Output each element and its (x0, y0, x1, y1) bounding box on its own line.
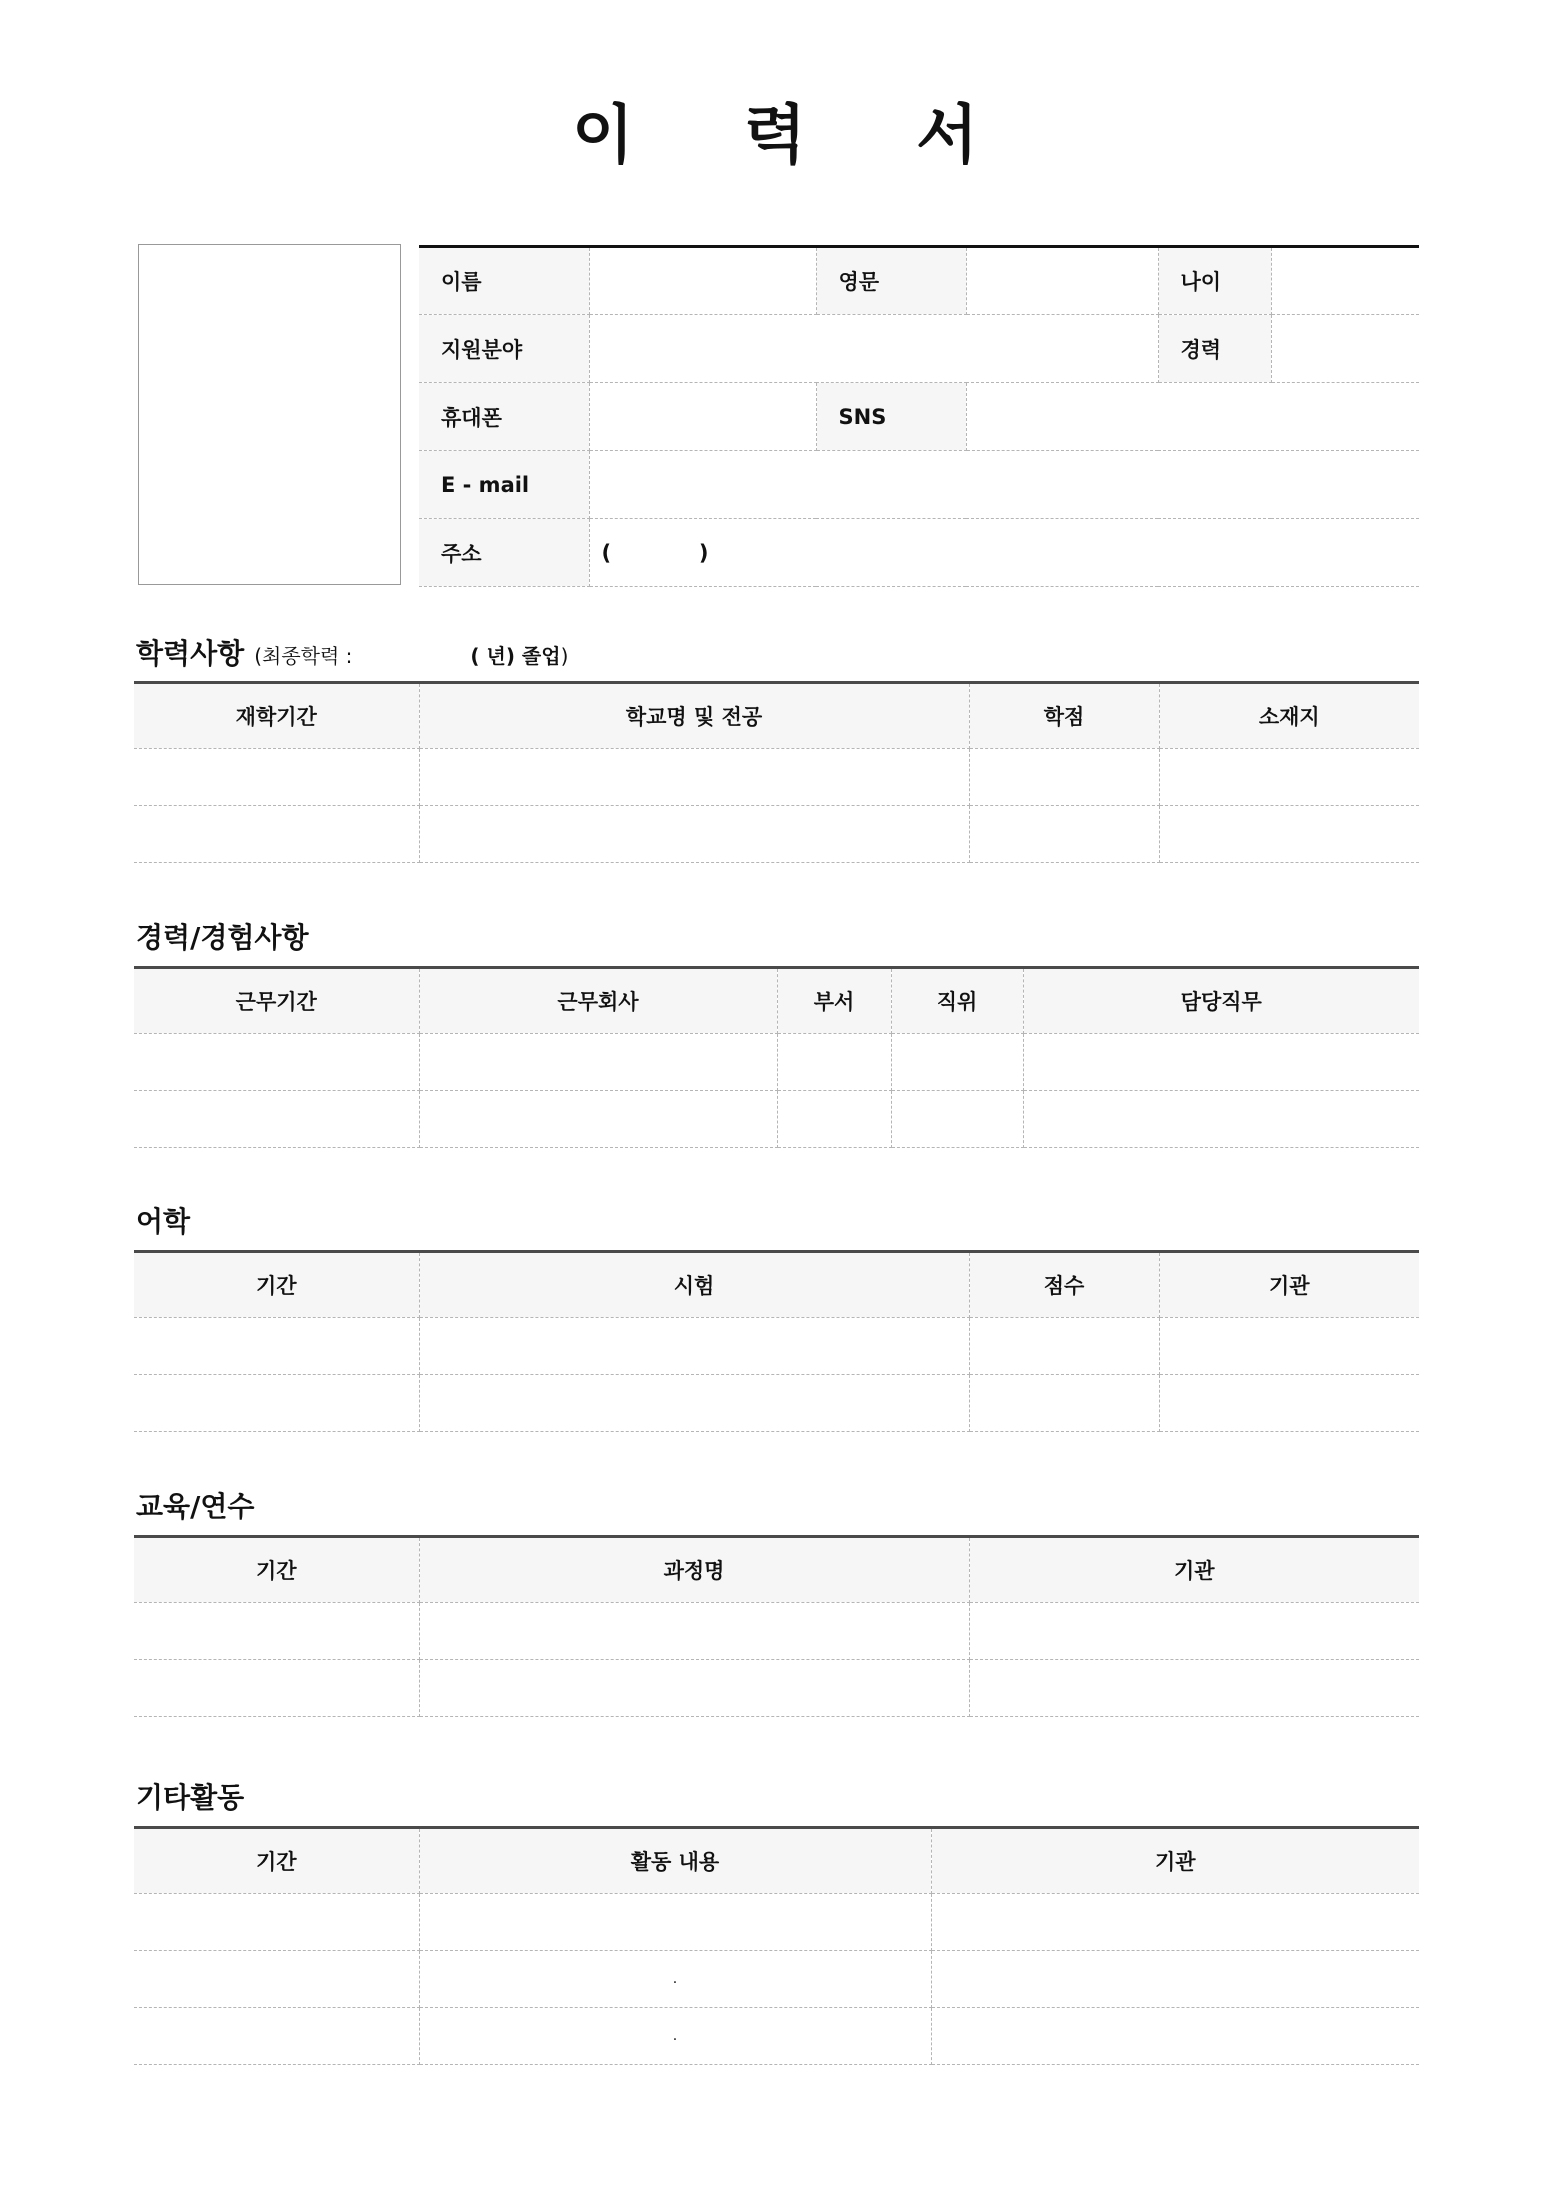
table-cell[interactable] (931, 1951, 1419, 2008)
table-cell[interactable] (134, 1603, 419, 1660)
table-cell[interactable] (1023, 1091, 1419, 1148)
language-col-test: 시험 (419, 1252, 969, 1318)
address-field[interactable]: ( ) (589, 519, 1419, 587)
table-cell[interactable] (891, 1034, 1023, 1091)
table-cell[interactable] (969, 749, 1159, 806)
training-col-institution: 기관 (969, 1537, 1419, 1603)
table-cell[interactable] (419, 1660, 969, 1717)
age-label: 나이 (1158, 247, 1271, 315)
table-cell[interactable] (134, 1951, 419, 2008)
career-col-position: 직위 (891, 968, 1023, 1034)
activities-col-content: 활동 내용 (419, 1828, 931, 1894)
table-cell[interactable] (969, 806, 1159, 863)
table-cell[interactable] (134, 1375, 419, 1432)
table-cell[interactable] (419, 806, 969, 863)
training-section-title: 교육/연수 (136, 1490, 255, 1523)
training-col-course: 과정명 (419, 1537, 969, 1603)
table-cell[interactable] (419, 1603, 969, 1660)
table-row (134, 2008, 1419, 2065)
education-col-period: 재학기간 (134, 683, 419, 749)
training-col-period: 기간 (134, 1537, 419, 1603)
career-label: 경력 (1158, 315, 1271, 383)
field-label: 지원분야 (419, 315, 589, 383)
career-col-period: 근무기간 (134, 968, 419, 1034)
address-label: 주소 (419, 519, 589, 587)
education-table (134, 681, 1419, 863)
activities-table (134, 1826, 1419, 2065)
email-label: E - mail (419, 451, 589, 519)
table-cell[interactable] (134, 1318, 419, 1375)
table-cell[interactable] (419, 1375, 969, 1432)
career-col-duty: 담당직무 (1023, 968, 1419, 1034)
career-field[interactable] (1271, 315, 1419, 383)
personal-info-table (419, 245, 1419, 587)
table-cell[interactable] (419, 1894, 931, 1951)
table-row (134, 1951, 1419, 2008)
table-row (134, 1034, 1419, 1091)
table-cell[interactable] (419, 1318, 969, 1375)
phone-label: 휴대폰 (419, 383, 589, 451)
table-cell[interactable] (134, 2008, 419, 2065)
english-name-label: 영문 (816, 247, 966, 315)
age-field[interactable] (1271, 247, 1419, 315)
table-cell[interactable] (931, 1894, 1419, 1951)
table-cell[interactable] (134, 1660, 419, 1717)
education-subtitle-suffix: ) (560, 644, 569, 668)
sns-label: SNS (816, 383, 966, 451)
education-title: 학력사항 (136, 637, 245, 670)
sns-field[interactable] (966, 383, 1419, 451)
field-input[interactable] (589, 315, 1158, 383)
table-cell[interactable] (777, 1091, 891, 1148)
phone-field[interactable] (589, 383, 816, 451)
activities-col-period: 기간 (134, 1828, 419, 1894)
table-row (134, 1375, 1419, 1432)
education-col-gpa: 학점 (969, 683, 1159, 749)
table-cell[interactable] (419, 1034, 777, 1091)
table-cell[interactable] (1023, 1034, 1419, 1091)
table-cell[interactable] (1159, 749, 1419, 806)
table-cell[interactable] (134, 806, 419, 863)
career-col-company: 근무회사 (419, 968, 777, 1034)
table-cell[interactable] (969, 1375, 1159, 1432)
education-col-location: 소재지 (1159, 683, 1419, 749)
table-cell-dot[interactable]: . (419, 2008, 931, 2065)
email-field[interactable] (589, 451, 1419, 519)
language-section-title: 어학 (136, 1205, 191, 1238)
table-row (134, 1603, 1419, 1660)
table-cell[interactable] (777, 1034, 891, 1091)
table-cell[interactable] (969, 1318, 1159, 1375)
language-col-period: 기간 (134, 1252, 419, 1318)
education-col-school: 학교명 및 전공 (419, 683, 969, 749)
photo-box[interactable] (138, 244, 401, 585)
activities-section-title: 기타활동 (136, 1781, 245, 1814)
table-cell[interactable] (1159, 1375, 1419, 1432)
career-col-department: 부서 (777, 968, 891, 1034)
table-row (134, 1660, 1419, 1717)
training-table (134, 1535, 1419, 1717)
table-cell[interactable] (419, 749, 969, 806)
language-table (134, 1250, 1419, 1432)
career-table (134, 966, 1419, 1148)
table-row (134, 749, 1419, 806)
language-col-institution: 기관 (1159, 1252, 1419, 1318)
table-cell[interactable] (134, 749, 419, 806)
table-cell[interactable] (1159, 806, 1419, 863)
education-subtitle-prefix: (최종학력 : (254, 644, 353, 668)
name-field[interactable] (589, 247, 816, 315)
table-cell[interactable] (134, 1091, 419, 1148)
table-cell-dot[interactable]: . (419, 1951, 931, 2008)
education-subtitle-year: ( 년) 졸업 (470, 644, 561, 668)
english-name-field[interactable] (966, 247, 1158, 315)
table-cell[interactable] (419, 1091, 777, 1148)
activities-col-institution: 기관 (931, 1828, 1419, 1894)
page-title: 이 력 서 (571, 99, 1023, 173)
career-section-title: 경력/경험사항 (136, 921, 309, 954)
table-row (134, 1318, 1419, 1375)
table-cell[interactable] (134, 1894, 419, 1951)
education-section-title (136, 634, 568, 676)
table-row (134, 1894, 1419, 1951)
table-cell[interactable] (931, 2008, 1419, 2065)
table-cell[interactable] (1159, 1318, 1419, 1375)
table-cell[interactable] (891, 1091, 1023, 1148)
table-cell[interactable] (969, 1603, 1419, 1660)
language-col-score: 점수 (969, 1252, 1159, 1318)
table-row (134, 1091, 1419, 1148)
table-cell[interactable] (969, 1660, 1419, 1717)
table-cell[interactable] (134, 1034, 419, 1091)
name-label: 이름 (419, 247, 589, 315)
table-row (134, 806, 1419, 863)
